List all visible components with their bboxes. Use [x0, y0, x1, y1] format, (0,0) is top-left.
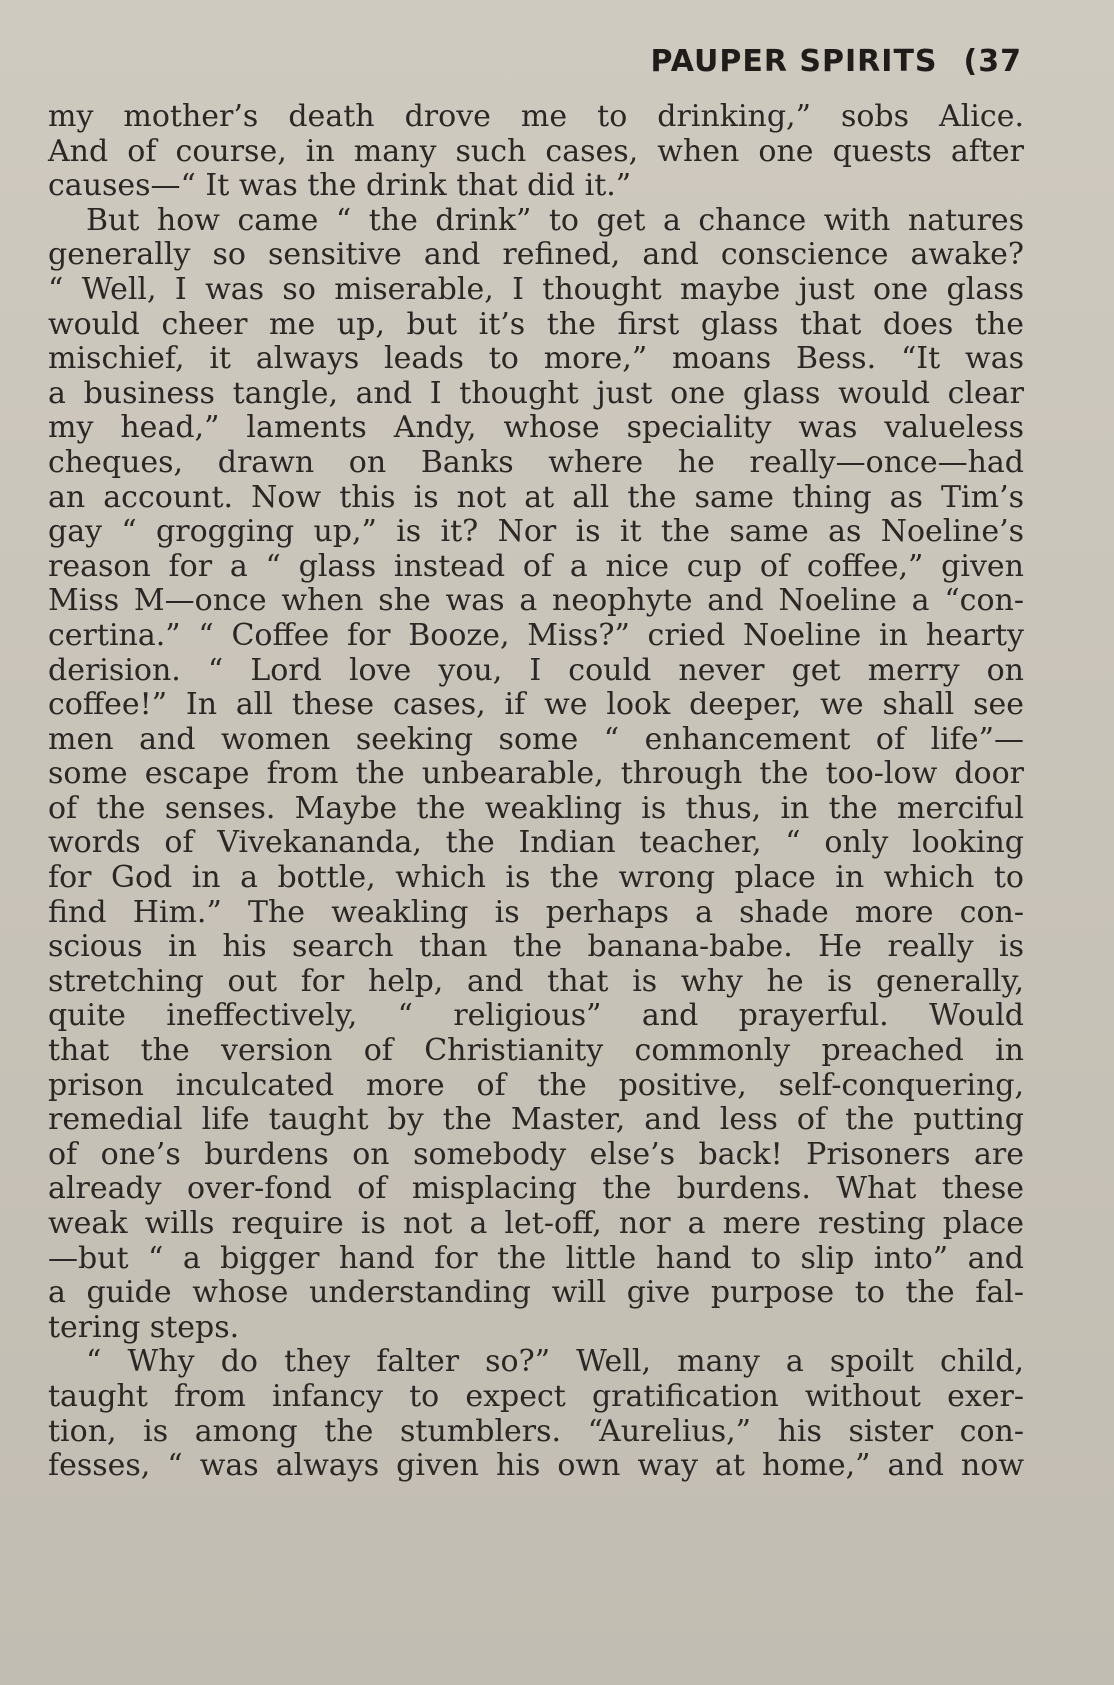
text-line: find Him.” The weakling is perhaps a shade more con-	[48, 894, 1024, 930]
text-line: causes—“ It was the drink that did it.”	[48, 168, 632, 204]
text-line: And of course, in many such cases, when one quests after	[48, 133, 1024, 169]
text-line: an account. Now this is not at all the same thing as Tim’s	[48, 479, 1024, 515]
text-line: generally so sensitive and refined, and conscience awake?	[48, 237, 1024, 273]
text-line: would cheer me up, but it’s the first glass that does the	[48, 306, 1024, 342]
page-number: (37	[963, 44, 1022, 79]
text-line: words of Vivekananda, the Indian teacher, “ only looking	[48, 825, 1024, 861]
text-line: But how came “ the drink” to get a chance with natures	[86, 202, 1024, 238]
text-line: my mother’s death drove me to drinking,” sobs Alice.	[48, 99, 1024, 134]
text-line: mischief, it always leads to more,” moans Bess. “It was	[48, 341, 1024, 377]
text-line: stretching out for help, and that is why he is generally,	[48, 963, 1024, 999]
text-line: taught from infancy to expect gratification without exer-	[48, 1378, 1024, 1414]
text-line: of the senses. Maybe the weakling is thus, in the merciful	[48, 790, 1024, 826]
text-line: a business tangle, and I thought just one glass would clear	[48, 375, 1024, 411]
text-line: fesses, “ was always given his own way at home,” and now	[48, 1448, 1024, 1484]
text-line: reason for a “ glass instead of a nice cup of coffee,” given	[48, 548, 1024, 584]
text-line: remedial life taught by the Master, and less of the putting	[48, 1102, 1024, 1138]
text-line: derision. “ Lord love you, I could never get merry on	[48, 652, 1024, 688]
text-line: scious in his search than the banana-babe. He really is	[48, 929, 1024, 965]
text-line: “ Well, I was so miserable, I thought maybe just one glass	[48, 271, 1024, 307]
text-line: —but “ a bigger hand for the little hand to slip into” and	[48, 1240, 1024, 1276]
text-line: tering steps.	[48, 1309, 240, 1345]
text-line: coffee!” In all these cases, if we look deeper, we shall see	[48, 687, 1024, 723]
text-line: already over-fond of misplacing the burdens. What these	[48, 1171, 1024, 1207]
body-text	[48, 100, 1024, 1484]
text-line: “ Why do they falter so?” Well, many a spoilt child,	[86, 1344, 1024, 1380]
text-line: men and women seeking some “ enhancement of life”—	[48, 721, 1024, 757]
running-header	[651, 44, 1022, 79]
text-line: that the version of Christianity commonly preached in	[48, 1033, 1024, 1069]
text-line: tion, is among the stumblers. “Aurelius,” his sister con-	[48, 1413, 1024, 1449]
text-line: my head,” laments Andy, whose speciality was valueless	[48, 410, 1024, 446]
text-line: a guide whose understanding will give purpose to the fal-	[48, 1275, 1024, 1311]
text-line: cheques, drawn on Banks where he really—once—had	[48, 444, 1024, 480]
text-line: certina.” “ Coffee for Booze, Miss?” cried Noeline in hearty	[48, 617, 1024, 653]
text-line: weak wills require is not a let-off, nor a mere resting place	[48, 1206, 1024, 1241]
text-line: quite ineffectively, “ religious” and prayerful. Would	[48, 998, 1024, 1034]
running-title: PAUPER SPIRITS	[650, 44, 938, 79]
text-line: of one’s burdens on somebody else’s back! Prisoners are	[48, 1136, 1024, 1172]
text-line: gay “ grogging up,” is it? Nor is it the same as Noeline’s	[48, 514, 1024, 550]
text-line: prison inculcated more of the positive, self-conquering,	[48, 1067, 1024, 1103]
text-line: some escape from the unbearable, through the too-low door	[48, 756, 1024, 792]
text-line: for God in a bottle, which is the wrong place in which to	[48, 860, 1024, 896]
text-line: Miss M—once when she was a neophyte and Noeline a “con-	[48, 583, 1024, 619]
